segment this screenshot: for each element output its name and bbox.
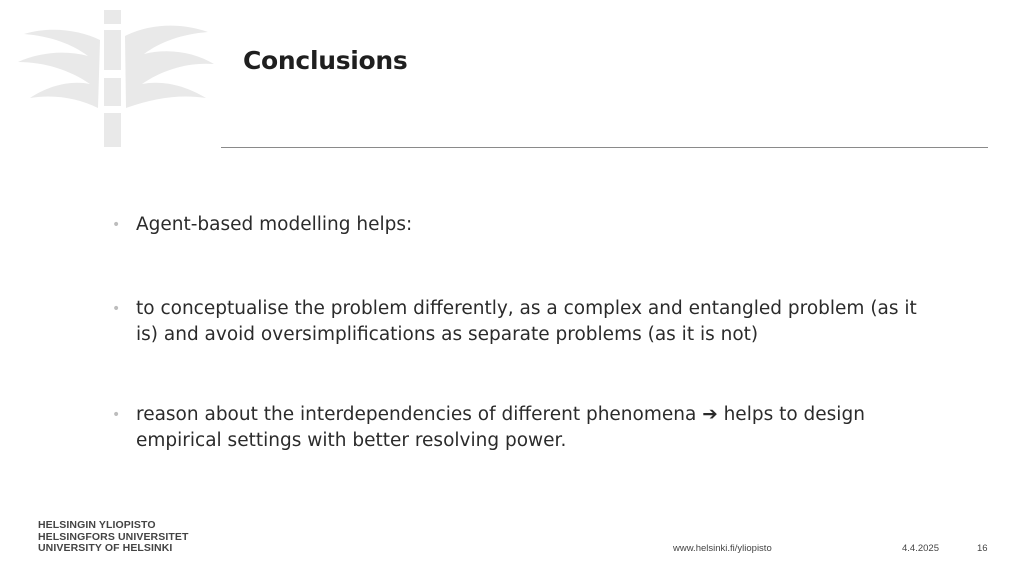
bullet-text: to conceptualise the problem differently, as a complex and entangled problem (as it is) and avoid oversimplifications as separate problems (as it is not) [136, 298, 917, 345]
bullet-marker: • [112, 301, 121, 317]
helsinki-flame-logo-icon [0, 0, 230, 160]
title-divider [221, 147, 988, 148]
university-name-swedish: HELSINGFORS UNIVERSITET [38, 530, 189, 543]
bullet-item [112, 296, 932, 348]
footer-page-number: 16 [977, 543, 988, 554]
university-name-block [38, 520, 188, 555]
bullet-marker: • [112, 407, 121, 423]
university-name-english: UNIVERSITY OF HELSINKI [38, 542, 173, 554]
bullet-item [112, 402, 932, 454]
bullet-text: Agent-based modelling helps: [136, 214, 413, 235]
bullet-item [112, 212, 932, 238]
footer-url: www.helsinki.fi/yliopisto [673, 543, 772, 554]
slide-title: Conclusions [243, 46, 408, 75]
university-name-finnish: HELSINGIN YLIOPISTO [38, 519, 156, 531]
bullet-marker: • [112, 217, 121, 233]
bullet-text: reason about the interdependencies of different phenomena ➔ helps to design empirical settings with better resolving power. [136, 404, 865, 451]
footer-date: 4.4.2025 [902, 543, 939, 554]
